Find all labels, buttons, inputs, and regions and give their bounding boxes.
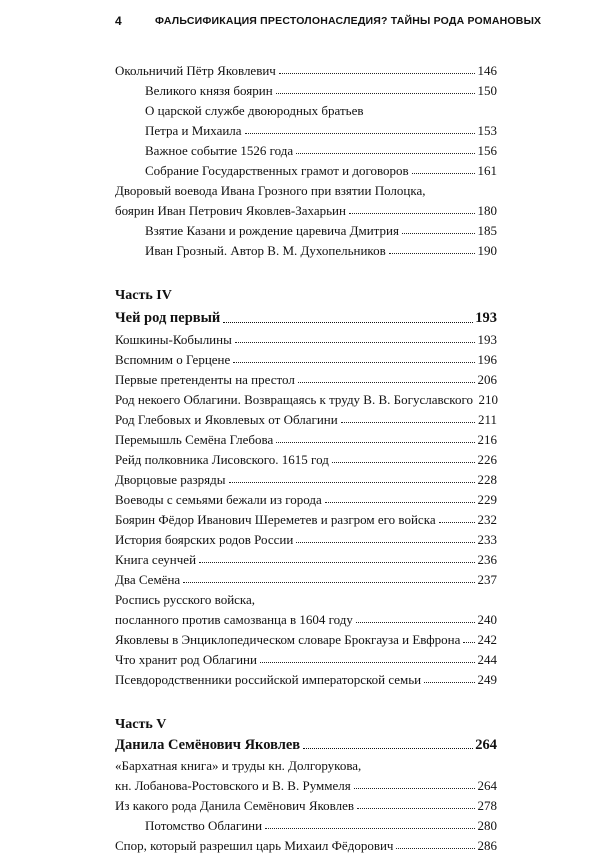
toc-entry[interactable] bbox=[115, 553, 497, 566]
toc-entry-page: 236 bbox=[477, 551, 497, 567]
toc-entry[interactable] bbox=[115, 124, 497, 137]
part-heading-title: Чей род первый bbox=[115, 310, 221, 326]
toc-entry-title: Боярин Фёдор Иванович Шереметев и разгром его войска bbox=[115, 511, 436, 527]
dot-leader bbox=[183, 581, 475, 583]
toc-entry-title: Воеводы с семьями бежали из города bbox=[115, 491, 322, 507]
toc-entry[interactable] bbox=[115, 633, 497, 646]
toc-entry[interactable] bbox=[115, 573, 497, 586]
part-heading-page: 264 bbox=[475, 736, 497, 753]
toc-entry-title: Род Глебовых и Яковлевых от Облагини bbox=[115, 411, 338, 427]
dot-leader bbox=[245, 132, 475, 134]
toc-entry-page: 286 bbox=[477, 838, 497, 853]
toc-entry-page: 190 bbox=[477, 243, 497, 258]
dot-leader bbox=[354, 787, 475, 789]
toc-entry-title: Два Семёна bbox=[115, 571, 181, 587]
toc-entry[interactable] bbox=[115, 513, 497, 526]
dot-leader bbox=[296, 152, 475, 154]
toc-entry-page: 211 bbox=[477, 411, 497, 427]
part-heading[interactable] bbox=[115, 311, 497, 326]
dot-leader bbox=[276, 441, 475, 443]
toc-entry-title: Книга сеунчей bbox=[115, 551, 197, 567]
table-of-contents bbox=[115, 64, 497, 852]
toc-entry-title: Иван Грозный. Автор В. М. Духопельников bbox=[145, 243, 386, 258]
toc-entry[interactable] bbox=[115, 673, 497, 686]
dot-leader bbox=[349, 212, 475, 214]
dot-leader bbox=[303, 747, 473, 749]
toc-entry[interactable] bbox=[115, 333, 497, 346]
dot-leader bbox=[356, 621, 475, 623]
toc-entry-title: Что хранит род Облагини bbox=[115, 651, 257, 667]
toc-entry[interactable] bbox=[115, 373, 497, 386]
dot-leader bbox=[276, 92, 475, 94]
toc-entry-title: Кошкины-Кобылины bbox=[115, 331, 232, 347]
dot-leader bbox=[463, 641, 475, 643]
dot-leader bbox=[396, 847, 475, 849]
toc-entry[interactable] bbox=[115, 224, 497, 237]
dot-leader bbox=[296, 541, 475, 543]
running-title: ФАЛЬСИФИКАЦИЯ ПРЕСТОЛОНАСЛЕДИЯ? ТАЙНЫ РОДА РОМАНОВЫХ bbox=[155, 15, 542, 27]
toc-entry-page: 278 bbox=[477, 798, 497, 813]
dot-leader bbox=[260, 661, 475, 663]
toc-entry-page: 146 bbox=[477, 63, 497, 78]
toc-entry-title: Спор, который разрешил царь Михаил Фёдорович bbox=[115, 838, 394, 853]
toc-entry-title: Перемышль Семёна Глебова bbox=[115, 431, 274, 447]
toc-entry[interactable] bbox=[115, 393, 497, 406]
toc-entry-line1: «Бархатная книга» и труды кн. Долгорукова, bbox=[115, 758, 362, 773]
toc-entry-title: боярин Иван Петрович Яковлев-Захарьин bbox=[115, 203, 346, 218]
part-heading-title: Данила Семёнович Яковлев bbox=[115, 736, 301, 753]
toc-entry-page: 153 bbox=[477, 123, 497, 138]
dot-leader bbox=[357, 807, 475, 809]
toc-entry-page: 193 bbox=[477, 331, 497, 347]
dot-leader bbox=[424, 681, 475, 683]
toc-entry-line1: Роспись русского войска, bbox=[115, 591, 256, 607]
toc-entry-title: Дворцовые разряды bbox=[115, 471, 226, 487]
toc-entry-title: Окольничий Пётр Яковлевич bbox=[115, 63, 276, 78]
toc-entry-page: 150 bbox=[477, 83, 497, 98]
dot-leader bbox=[412, 172, 475, 174]
toc-entry-title: Первые претенденты на престол bbox=[115, 371, 295, 387]
toc-entry[interactable] bbox=[115, 653, 497, 666]
toc-entry[interactable] bbox=[115, 473, 497, 486]
toc-entry-title: История боярских родов России bbox=[115, 531, 294, 547]
toc-entry[interactable] bbox=[115, 819, 497, 832]
toc-entry[interactable] bbox=[115, 613, 497, 626]
toc-entry[interactable] bbox=[115, 84, 497, 97]
toc-entry-page: 196 bbox=[477, 351, 497, 367]
toc-entry-title: Собрание Государственных грамот и договоров bbox=[145, 163, 409, 178]
toc-entry-title: Петра и Михаила bbox=[145, 123, 242, 138]
toc-entry[interactable] bbox=[115, 799, 497, 812]
toc-entry-page: 280 bbox=[477, 818, 497, 833]
toc-entry-title: Род некоего Облагини. Возвращаясь к труду В. В. Богуславского bbox=[115, 391, 473, 407]
toc-entry-title: посланного против самозванца в 1604 году bbox=[115, 611, 353, 627]
toc-entry-page: 228 bbox=[477, 471, 497, 487]
toc-entry-page: 180 bbox=[477, 203, 497, 218]
toc-entry[interactable] bbox=[115, 64, 497, 77]
toc-entry-title: кн. Лобанова-Ростовского и В. В. Руммеля bbox=[115, 778, 351, 793]
toc-entry[interactable] bbox=[115, 204, 497, 217]
toc-entry-page: 240 bbox=[477, 611, 497, 627]
toc-entry[interactable] bbox=[115, 779, 497, 792]
toc-entry-page: 226 bbox=[477, 451, 497, 467]
toc-entry-title: Важное событие 1526 года bbox=[145, 143, 294, 158]
page-number: 4 bbox=[115, 14, 122, 28]
toc-entry[interactable] bbox=[115, 453, 497, 466]
part-label: Часть IV bbox=[115, 288, 172, 303]
toc-entry[interactable] bbox=[115, 839, 497, 852]
toc-entry[interactable] bbox=[115, 413, 497, 426]
toc-entry-page: 232 bbox=[477, 511, 497, 527]
toc-entry[interactable] bbox=[115, 493, 497, 506]
toc-entry-page: 210 bbox=[478, 391, 498, 407]
dot-leader bbox=[199, 561, 475, 563]
toc-entry-page: 237 bbox=[477, 571, 497, 587]
toc-entry-title: Вспомним о Герцене bbox=[115, 351, 231, 367]
toc-entry-title: Псевдородственники российской императорской семьи bbox=[115, 671, 422, 687]
running-header bbox=[115, 12, 542, 32]
toc-entry-line1: Дворовый воевода Ивана Грозного при взятии Полоцка, bbox=[115, 183, 426, 198]
toc-entry-page: 249 bbox=[477, 671, 497, 687]
toc-entry-page: 244 bbox=[477, 651, 497, 667]
dot-leader bbox=[332, 461, 475, 463]
dot-leader bbox=[233, 361, 475, 363]
dot-leader bbox=[402, 232, 475, 234]
toc-entry-title: Потомство Облагини bbox=[145, 818, 263, 833]
toc-entry[interactable] bbox=[115, 164, 497, 177]
toc-entry-title: Из какого рода Данила Семёнович Яковлев bbox=[115, 798, 355, 813]
part-heading-page: 193 bbox=[475, 310, 497, 326]
toc-entry-page: 233 bbox=[477, 531, 497, 547]
dot-leader bbox=[341, 421, 475, 423]
dot-leader bbox=[389, 252, 475, 254]
toc-entry[interactable] bbox=[115, 353, 497, 366]
dot-leader bbox=[265, 827, 475, 829]
dot-leader bbox=[325, 501, 475, 503]
toc-entry-page: 229 bbox=[477, 491, 497, 507]
dot-leader bbox=[279, 72, 475, 74]
toc-entry-page: 185 bbox=[477, 223, 497, 238]
toc-entry-page: 156 bbox=[477, 143, 497, 158]
toc-entry[interactable] bbox=[115, 533, 497, 546]
dot-leader bbox=[298, 381, 475, 383]
dot-leader bbox=[223, 321, 473, 323]
toc-entry-line1: О царской службе двоюродных братьев bbox=[145, 103, 364, 118]
toc-entry-title: Великого князя боярин bbox=[145, 83, 273, 98]
toc-entry[interactable] bbox=[115, 433, 497, 446]
dot-leader bbox=[229, 481, 476, 483]
toc-entry-title: Взятие Казани и рождение царевича Дмитрия bbox=[145, 223, 399, 238]
toc-entry-page: 242 bbox=[477, 631, 497, 647]
toc-entry-page: 206 bbox=[477, 371, 497, 387]
toc-entry-page: 161 bbox=[477, 163, 497, 178]
toc-entry[interactable] bbox=[115, 144, 497, 157]
toc-entry-title: Яковлевы в Энциклопедическом словаре Брокгауза и Евфрона bbox=[115, 631, 461, 647]
dot-leader bbox=[439, 521, 475, 523]
toc-entry-page: 216 bbox=[477, 431, 497, 447]
toc-entry[interactable] bbox=[115, 244, 497, 257]
part-label: Часть V bbox=[115, 716, 167, 732]
dot-leader bbox=[235, 341, 475, 343]
toc-entry-title: Рейд полковника Лисовского. 1615 год bbox=[115, 451, 329, 467]
toc-entry-page: 264 bbox=[477, 778, 497, 793]
